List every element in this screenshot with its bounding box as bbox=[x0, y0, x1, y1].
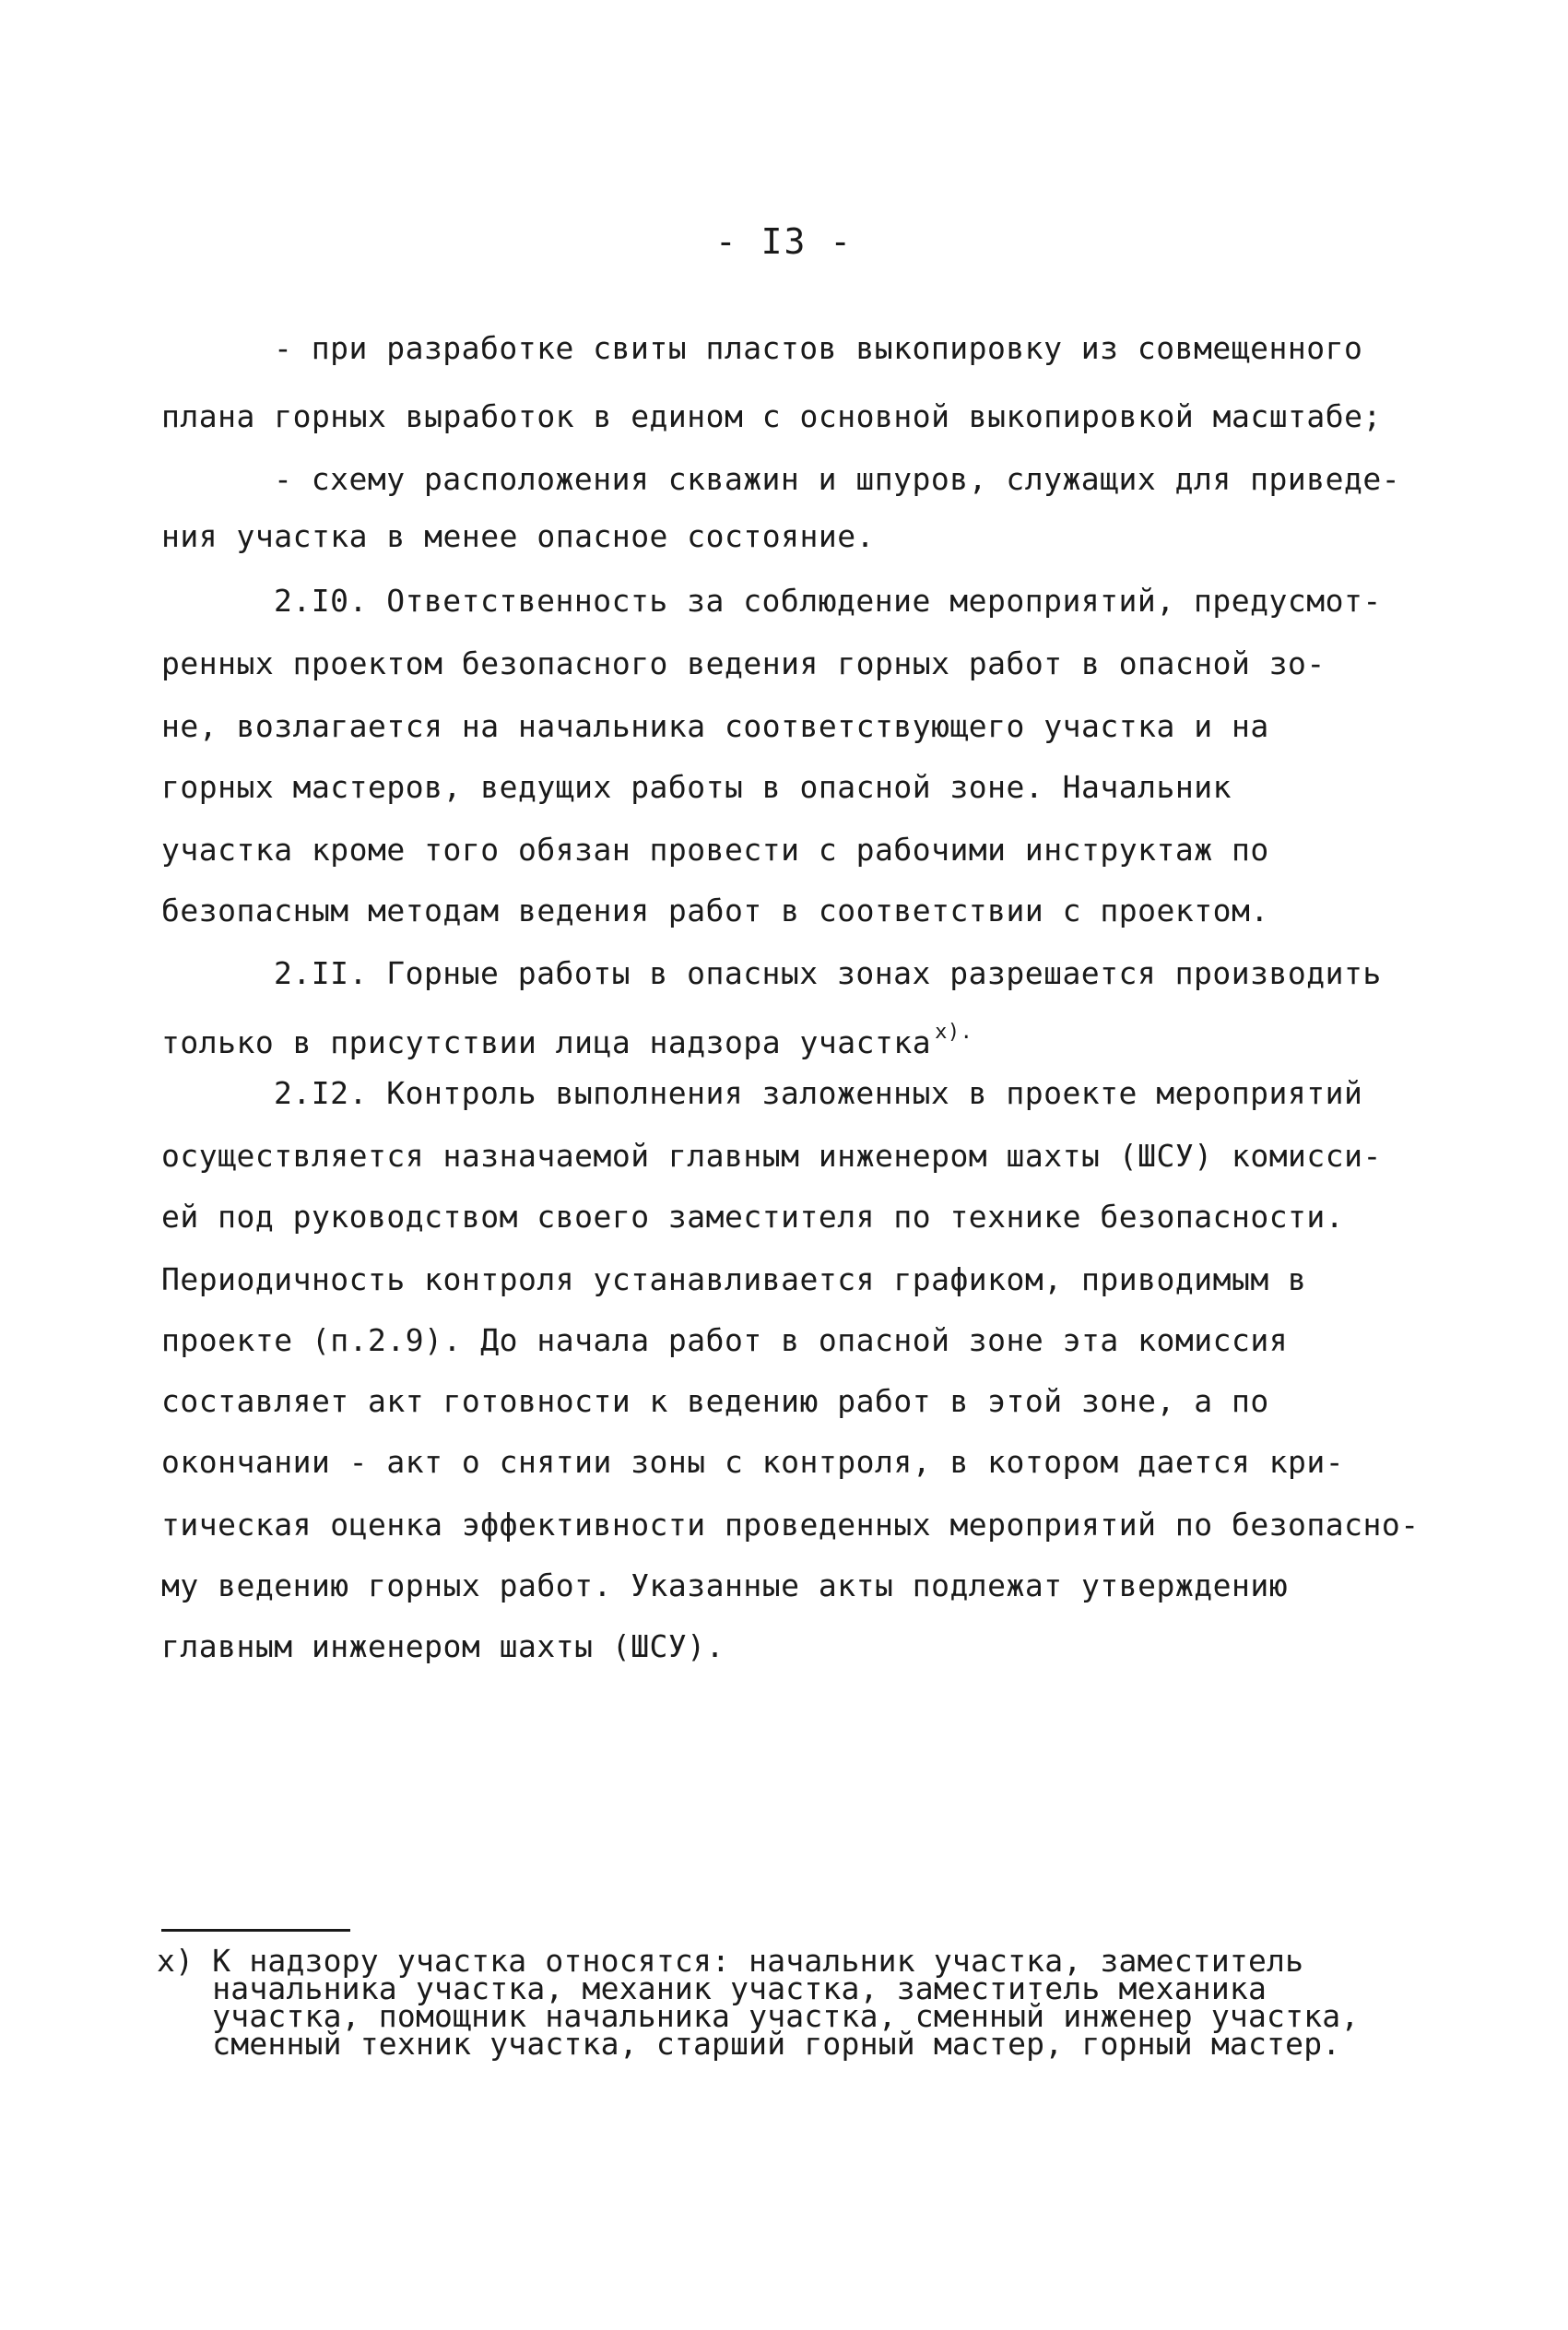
page-number: - I3 - bbox=[714, 221, 854, 262]
footnote-reference: x). bbox=[935, 1021, 973, 1044]
body-line: тическая оценка эффективности проведенных мероприятий по безопасно- bbox=[161, 1507, 1420, 1543]
body-line: проекте (п.2.9). До начала работ в опасной зоне эта комиссия bbox=[161, 1322, 1289, 1358]
body-line: - схему расположения скважин и шпуров, служащих для приведе- bbox=[274, 461, 1401, 497]
body-line-text: только в присутствии лица надзора участка bbox=[161, 1024, 932, 1060]
footnote-line: x) К надзору участка относятся: начальник участка, заместитель bbox=[157, 1943, 1304, 1979]
body-line: горных мастеров, ведущих работы в опасной зоне. Начальник bbox=[161, 769, 1232, 805]
body-line: му ведению горных работ. Указанные акты подлежат утверждению bbox=[161, 1567, 1289, 1603]
body-line: ей под руководством своего заместителя по технике безопасности. bbox=[161, 1199, 1345, 1235]
body-line: главным инженером шахты (ШСУ). bbox=[161, 1628, 725, 1664]
body-line: 2.I0. Ответственность за соблюдение мероприятий, предусмот- bbox=[274, 583, 1382, 619]
body-line: окончании - акт о снятии зоны с контроля, в котором дается кри- bbox=[161, 1444, 1345, 1480]
footnote-line: начальника участка, механик участка, заместитель механика bbox=[157, 1970, 1267, 2006]
footnote-divider bbox=[161, 1929, 350, 1932]
body-line: плана горных выработок в едином с основной выкопировкой масштабе; bbox=[161, 398, 1382, 434]
body-line: безопасным методам ведения работ в соответствии с проектом. bbox=[161, 893, 1269, 928]
body-line: ренных проектом безопасного ведения горных работ в опасной зо- bbox=[161, 645, 1326, 681]
body-line: осуществляется назначаемой главным инженером шахты (ШСУ) комисси- bbox=[161, 1138, 1382, 1174]
body-line: участка кроме того обязан провести с рабочими инструктаж по bbox=[161, 832, 1269, 868]
body-line: - при разработке свиты пластов выкопировку из совмещенного bbox=[274, 330, 1363, 366]
body-line bbox=[161, 1014, 973, 1061]
body-line: Периодичность контроля устанавливается графиком, приводимым в bbox=[161, 1261, 1307, 1297]
body-line: ния участка в менее опасное состояние. bbox=[161, 518, 875, 554]
footnote-line: участка, помощник начальника участка, сменный инженер участка, bbox=[157, 1998, 1360, 2034]
body-line: 2.II. Горные работы в опасных зонах разрешается производить bbox=[274, 955, 1382, 991]
footnote-line: сменный техник участка, старший горный мастер, горный мастер. bbox=[157, 2026, 1341, 2062]
body-line: 2.I2. Контроль выполнения заложенных в проекте мероприятий bbox=[274, 1075, 1363, 1111]
body-line: не, возлагается на начальника соответствующего участка и на bbox=[161, 708, 1269, 744]
body-line: составляет акт готовности к ведению работ в этой зоне, а по bbox=[161, 1383, 1269, 1419]
